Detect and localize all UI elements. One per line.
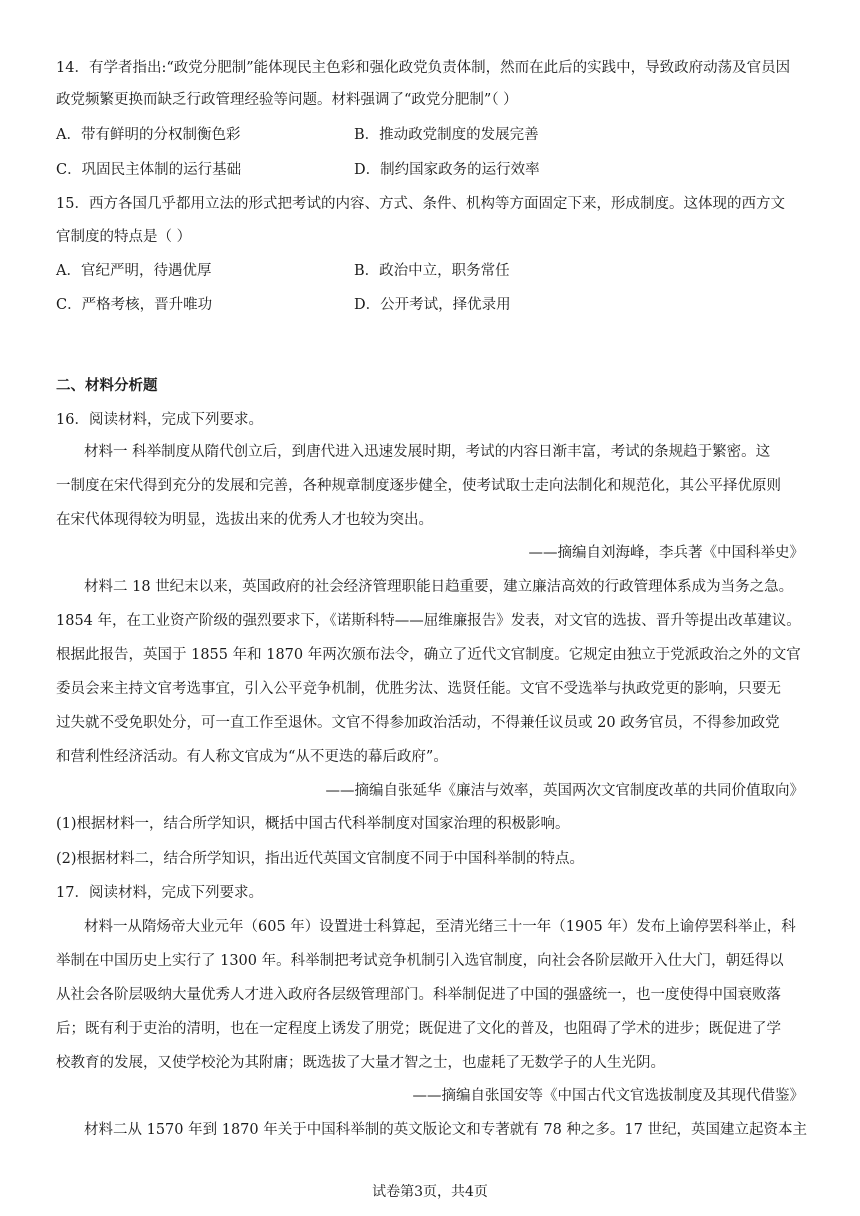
q14-stem-line1: 14．有学者指出:“政党分肥制”能体现民主色彩和强化政党负责体制，然而在此后的实践中，导致政府动荡及官员因 xyxy=(56,60,791,76)
q17-material1-source: ——摘编自张国安等《中国古代文官选拔制度及其现代借鉴》 xyxy=(412,1088,804,1104)
q16-stem: 16．阅读材料，完成下列要求。 xyxy=(56,412,263,428)
q14-option-b: B．推动政党制度的发展完善 xyxy=(354,127,539,143)
q15-stem-line1: 15．西方各国几乎都用立法的形式把考试的内容、方式、条件、机构等方面固定下来，形成制度。这体现的西方文 xyxy=(56,196,785,212)
q16-material2-line: 委员会来主持文官考选事宜，引入公平竞争机制，优胜劣汰、选贤任能。文官不受选举与执政党更的影响，只要无 xyxy=(56,681,781,697)
q16-material2-line: 根据此报告，英国于 1855 年和 1870 年两次颁布法令，确立了近代文官制度。它规定由独立于党派政治之外的文官 xyxy=(56,647,801,663)
q16-material2-line: 材料二 18 世纪末以来，英国政府的社会经济管理职能日趋重要，建立廉洁高效的行政管理体系成为当务之急。 xyxy=(84,579,794,595)
q17-stem: 17．阅读材料，完成下列要求。 xyxy=(56,885,263,901)
q14-option-a: A．带有鲜明的分权制衡色彩 xyxy=(56,127,241,143)
page-footer: 试卷第3页，共4页 xyxy=(372,1184,488,1200)
q14-option-d: D．制约国家政务的运行效率 xyxy=(354,162,540,178)
q16-material2-line: 1854 年，在工业资产阶级的强烈要求下，《诺斯科特——屈维廉报告》发表，对文官的选拔、晋升等提出改革建议。 xyxy=(56,613,801,629)
q16-material2-line: 和营利性经济活动。有人称文官成为“从不更迭的幕后政府”。 xyxy=(56,749,448,765)
section-title: 二、材料分析题 xyxy=(56,377,158,394)
q15-stem-line2: 官制度的特点是（ ） xyxy=(56,229,192,245)
q17-material1-line: 后；既有利于吏治的清明，也在一定程度上诱发了朋党；既促进了文化的普及，也阻碍了学术的进步；既促进了学 xyxy=(56,1021,781,1037)
q16-material2-source: ——摘编自张延华《廉洁与效率，英国两次文官制度改革的共同价值取向》 xyxy=(325,783,804,799)
q17-material1-line: 材料一从隋炀帝大业元年（605 年）设置进士科算起，至清光绪三十一年（1905 年）发布上谕停罢科举止，科 xyxy=(84,919,796,935)
q16-material1-line: 一制度在宋代得到充分的发展和完善，各种规章制度逐步健全，使考试取士走向法制化和规范化，其公平择优原则 xyxy=(56,478,781,494)
q16-material1-line: 材料一 科举制度从隋代创立后，到唐代进入迅速发展时期，考试的内容日渐丰富，考试的条规趋于繁密。这 xyxy=(84,444,771,460)
q16-material1-source: ——摘编自刘海峰，李兵著《中国科举史》 xyxy=(528,545,804,561)
q16-requirement-2: (2)根据材料二，结合所学知识，指出近代英国文官制度不同于中国科举制的特点。 xyxy=(56,851,585,867)
q15-option-c: C．严格考核，晋升唯功 xyxy=(56,297,213,313)
q16-material1-line: 在宋代体现得较为明显，选拔出来的优秀人才也较为突出。 xyxy=(56,512,433,528)
q16-requirement-1: (1)根据材料一，结合所学知识，概括中国古代科举制度对国家治理的积极影响。 xyxy=(56,816,570,832)
q15-option-a: A．官纪严明，待遇优厚 xyxy=(56,263,212,279)
q16-material2-line: 过失就不受免职处分，可一直工作至退休。文官不得参加政治活动，不得兼任议员或 20 政务官员，不得参加政党 xyxy=(56,715,780,731)
q14-option-c: C．巩固民主体制的运行基础 xyxy=(56,162,242,178)
q17-material1-line: 举制在中国历史上实行了 1300 年。科举制把考试竞争机制引入选官制度，向社会各阶层敞开入仕大门，朝廷得以 xyxy=(56,953,784,969)
q17-material2-line: 材料二从 1570 年到 1870 年关于中国科举制的英文版论文和专著就有 78 种之多。17 世纪，英国建立起资本主 xyxy=(84,1122,807,1138)
q17-material1-line: 校教育的发展，又使学校沦为其附庸；既选拔了大量才智之士，也虚耗了无数学子的人生光阴。 xyxy=(56,1055,665,1071)
q15-option-b: B．政治中立，职务常任 xyxy=(354,263,510,279)
q14-stem-line2: 政党频繁更换而缺乏行政管理经验等问题。材料强调了“政党分肥制”（ ） xyxy=(56,92,518,108)
q15-option-d: D．公开考试，择优录用 xyxy=(354,297,511,313)
q17-material1-line: 从社会各阶层吸纳大量优秀人才进入政府各层级管理部门。科举制促进了中国的强盛统一，也一度使得中国衰败落 xyxy=(56,987,781,1003)
